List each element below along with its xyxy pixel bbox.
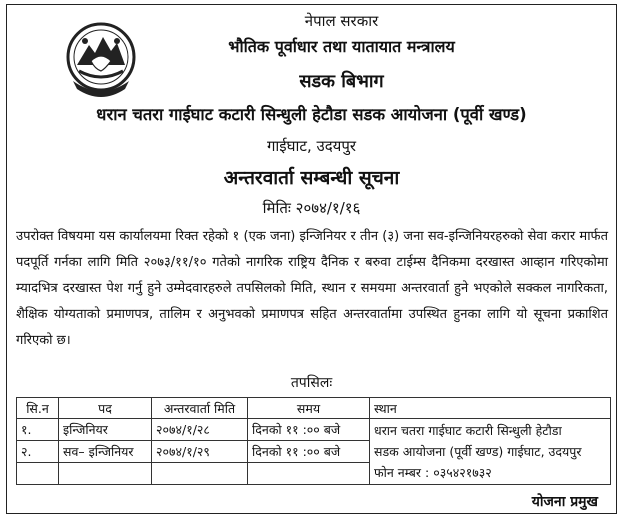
column-header-post: पद	[59, 398, 152, 419]
row-post: इन्जिनियर	[59, 419, 152, 441]
location-line: धरान चतरा गाईघाट कटारी सिन्धुली हेटौडा	[374, 423, 562, 438]
row-sn: २.	[17, 441, 59, 463]
department-title: सडक बिभाग	[299, 71, 384, 92]
empty-cell	[152, 463, 248, 485]
row-date: २०७४/१/२९	[152, 441, 248, 463]
schedule-table	[16, 397, 611, 485]
column-header-time: समय	[248, 398, 370, 419]
row-post: सव– इन्जिनियर	[59, 441, 152, 463]
location-line: सडक आयोजना (पूर्वी खण्ड) गाईघाट, उदयपुर	[374, 444, 582, 459]
column-header-sn: सि.न	[17, 398, 59, 419]
column-header-location: स्थान	[370, 398, 611, 419]
empty-cell	[17, 463, 59, 485]
empty-cell	[248, 463, 370, 485]
location-phone: फोन नम्बर : ०३५४२१७३२	[374, 465, 492, 480]
row-time: दिनको ११ :०० बजे	[248, 441, 370, 463]
notice-title: अन्तरवार्ता सम्बन्धी सूचना	[223, 167, 400, 189]
notice-date: मितिः २०७४/१/१६	[262, 199, 361, 217]
project-title: धरान चतरा गाईघाट कटारी सिन्धुली हेटौडा सडक आयोजना (पूर्वी खण्ड)	[96, 105, 527, 124]
row-time: दिनको ११ :०० बजे	[248, 419, 370, 441]
empty-cell	[59, 463, 152, 485]
ministry-title: भौतिक पूर्वाधार तथा यातायात मन्त्रालय	[228, 37, 455, 56]
location-cell	[370, 419, 611, 485]
schedule-title: तपसिलः	[290, 375, 333, 391]
signature-title: योजना प्रमुख	[531, 494, 598, 510]
row-date: २०७४/१/२८	[152, 419, 248, 441]
table-header-row	[17, 398, 611, 419]
notice-paragraph: उपरोक्त विषयमा यस कार्यालयमा रिक्त रहेको १ (एक जना) इन्जिनियर र तीन (३) जना सव-इन्जिनियरहरुको सेवा करार मार्फत पदपूर्ति गर्नका लागि मिति २०७३/११/१० गतेको नागरिक राष्ट्रिय दैनिक र बरुवा टाईम्स दैनिकमा दरखास्त आव्हान गरिएकोमा म्यादभित्र दरखास्त पेश गर्नु हुने उम्मेदवारहरुले तपसिलको मिति, स्थान र समयमा अन्तरवार्ता हुने भएकोले सक्कल नागरिकता, शैक्षिक योग्यताको प्रमाणपत्र, तालिम र अनुभवको प्रमाणपत्र सहित अन्तरवार्तामा उपस्थित हुनका लागि यो सूचना प्रकाशित गरिएको छ।	[16, 229, 608, 348]
table-row	[17, 419, 611, 441]
column-header-date: अन्तरवार्ता मिति	[152, 398, 248, 419]
office-place: गाईघाट, उदयपुर	[266, 137, 357, 155]
row-sn: १.	[17, 419, 59, 441]
notice-document	[6, 4, 617, 514]
government-title: नेपाल सरकार	[304, 12, 379, 30]
